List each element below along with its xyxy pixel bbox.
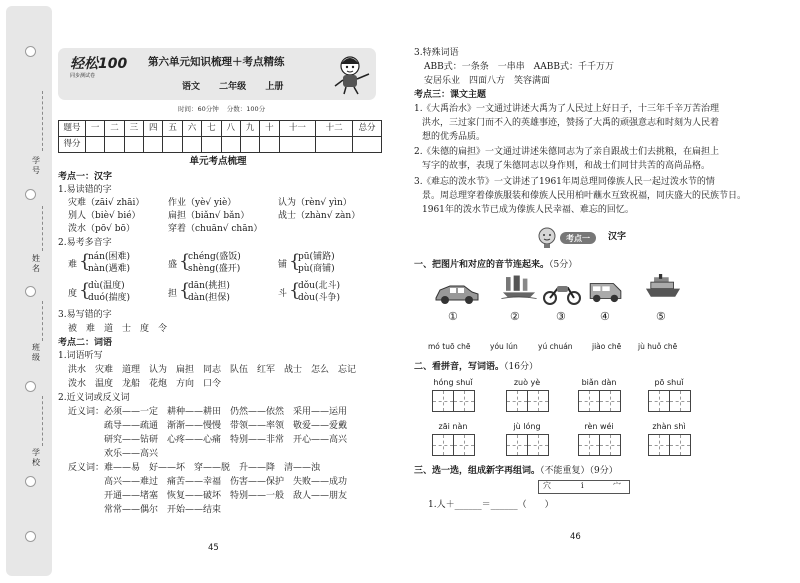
score-cell[interactable] — [240, 137, 259, 153]
q1-pinyin[interactable]: yú chuán — [538, 342, 573, 351]
writing-box[interactable] — [432, 390, 454, 412]
kp1-s3-title: 3.易写错的字 — [58, 310, 112, 320]
punch-hole-icon — [25, 381, 36, 392]
score-cell[interactable] — [124, 137, 143, 153]
punch-hole-icon — [25, 476, 36, 487]
score-table-score-row: 得分 — [59, 137, 382, 153]
page-number: 46 — [570, 532, 581, 542]
punch-hole-icon — [25, 189, 36, 200]
kp1-s1-title: 1.易读错的字 — [58, 185, 112, 195]
name-label: 姓名 — [32, 254, 40, 273]
q1-pinyin[interactable]: yóu lún — [490, 342, 518, 351]
synonym-row: 必须——一定 耕种——耕田 仍然——依然 采用——运用 — [104, 407, 348, 417]
score-cell[interactable] — [316, 137, 353, 153]
kp-badge: 考点一 — [560, 232, 596, 244]
q1-pinyin[interactable]: mó tuō chē — [428, 342, 471, 351]
q2-item: pō shuǐ — [648, 378, 690, 412]
kp3-title: 考点三：课文主题 — [414, 90, 487, 100]
antonym-label: 反义词： — [68, 463, 105, 473]
subject: 语文 — [182, 82, 201, 92]
bulb-mascot-icon — [536, 226, 558, 250]
car-icon — [432, 280, 480, 306]
q1-number: ④ — [600, 310, 610, 323]
writing-box[interactable] — [669, 434, 691, 456]
writing-box[interactable] — [432, 434, 454, 456]
kp1-s2-title: 2.易考多音字 — [58, 238, 112, 248]
q2-title: 二、看拼音，写词语。（16分） — [414, 362, 538, 372]
miswritten-chars: 被 难 道 士 度 令 — [68, 324, 168, 334]
q2-item: rèn wéi — [578, 422, 620, 456]
score-cell[interactable] — [279, 137, 316, 153]
q1-pinyin[interactable]: jù huǒ chē — [638, 342, 678, 351]
score-table-header-row: 题号 一 二 三 四 五 六 七 八 九 十 十一 十二 总分 — [59, 121, 382, 137]
fill-line — [42, 301, 43, 341]
volume: 上册 — [265, 82, 284, 92]
dictation-row: 洪水 灾难 道理 认为 扁担 同志 队伍 红军 战士 怎么 忘记 — [68, 365, 357, 375]
mascot-icon — [332, 52, 372, 96]
student-id-label: 学号 — [32, 156, 40, 175]
special-words-row: ABB式：一条条 一串串 AABB式：千千万万 — [424, 62, 614, 72]
score-table — [58, 120, 382, 153]
q1-pinyin[interactable]: jiào chē — [592, 342, 622, 351]
synonym-row: 欢乐——高兴 — [104, 449, 159, 459]
kp2-title: 考点二：词语 — [58, 338, 113, 348]
unit-title: 第六单元知识梳理＋考点精练 — [148, 56, 285, 68]
writing-box[interactable] — [506, 434, 528, 456]
q3-item-1[interactable]: 1.人＋______＝______（ ） — [428, 500, 554, 510]
writing-box[interactable] — [527, 434, 549, 456]
q3-title: 三、选一选，组成新字再组词。（不能重复）（9分） — [414, 466, 618, 476]
synonym-row: 研究——钻研 心疼——心痛 特别——非常 开心——高兴 — [104, 435, 348, 445]
writing-box[interactable] — [578, 434, 600, 456]
punch-hole-icon — [25, 531, 36, 542]
q1-title: 一、把图片和对应的音节连起来。（5分） — [414, 260, 578, 270]
q1-number: ② — [510, 310, 520, 323]
synonym-label: 近义词： — [68, 407, 105, 417]
antonym-row: 难——易 好——坏 穿——脱 升——降 清——浊 — [104, 463, 321, 473]
kp2-s2-title: 2.近义词或反义词 — [58, 393, 130, 403]
kp2-s3-title: 3.特殊词语 — [414, 48, 459, 58]
writing-box[interactable] — [648, 434, 670, 456]
q2-item: zāi nàn — [432, 422, 474, 456]
score-cell[interactable] — [353, 137, 382, 153]
ship-icon — [640, 274, 686, 300]
fill-line — [42, 206, 43, 251]
time-score-line: 时间：60分钟 分数：100分 — [178, 105, 266, 113]
synonym-row: 疏导——疏通 渐渐——慢慢 带领——率领 敬爱——爱戴 — [104, 421, 348, 431]
antonym-row: 常常——偶尔 开始——结束 — [104, 505, 222, 515]
score-cell[interactable] — [260, 137, 279, 153]
punch-hole-icon — [25, 286, 36, 297]
page-number: 45 — [208, 543, 219, 553]
kp1-title: 考点一：汉字 — [58, 172, 113, 182]
fill-line — [42, 91, 43, 151]
brand-logo: 轻松100 同步测试卷 — [70, 56, 128, 79]
unit-header — [58, 48, 376, 100]
score-cell[interactable] — [105, 137, 124, 153]
writing-box[interactable] — [453, 434, 475, 456]
antonym-row: 开通——堵塞 恢复——破坏 特别——一般 敌人——朋友 — [104, 491, 348, 501]
writing-box[interactable] — [599, 390, 621, 412]
grade: 二年级 — [219, 82, 247, 92]
dictation-row: 泼水 温度 龙船 花炮 方向 口令 — [68, 379, 222, 389]
writing-box[interactable] — [578, 390, 600, 412]
motorcycle-icon — [542, 280, 582, 306]
score-cell[interactable] — [202, 137, 221, 153]
class-label: 班级 — [32, 343, 40, 362]
q1-number: ① — [448, 310, 458, 323]
q2-item: hóng shuǐ — [432, 378, 474, 412]
q1-number: ⑤ — [656, 310, 666, 323]
section-title: 单元考点梳理 — [189, 156, 247, 167]
boats-icon — [496, 274, 542, 300]
score-cell[interactable] — [144, 137, 163, 153]
score-cell[interactable] — [221, 137, 240, 153]
q2-item: biǎn dàn — [578, 378, 620, 412]
van-icon — [586, 278, 626, 304]
q3-options-box: 穴 i 宀 — [538, 480, 630, 494]
q2-item: zuò yè — [506, 378, 548, 412]
school-label: 学校 — [32, 448, 40, 467]
q1-number: ③ — [556, 310, 566, 323]
fill-line — [42, 396, 43, 446]
score-cell[interactable] — [86, 137, 105, 153]
subject-row — [182, 82, 299, 93]
special-words-row: 安居乐业 四面八方 笑容满面 — [424, 76, 551, 86]
writing-box[interactable] — [527, 390, 549, 412]
score-cell[interactable] — [163, 137, 182, 153]
antonym-row: 高兴——难过 痛苦——幸福 伤害——保护 失败——成功 — [104, 477, 348, 487]
score-cell[interactable] — [182, 137, 201, 153]
q2-item: jù lóng — [506, 422, 548, 456]
writing-box[interactable] — [599, 434, 621, 456]
kp-label: 汉字 — [608, 232, 627, 242]
writing-box[interactable] — [648, 390, 670, 412]
binding-strip — [6, 6, 52, 576]
writing-box[interactable] — [669, 390, 691, 412]
writing-box[interactable] — [506, 390, 528, 412]
kp2-s1-title: 1.词语听写 — [58, 351, 103, 361]
punch-hole-icon — [25, 46, 36, 57]
writing-box[interactable] — [453, 390, 475, 412]
q2-item: zhàn shì — [648, 422, 690, 456]
